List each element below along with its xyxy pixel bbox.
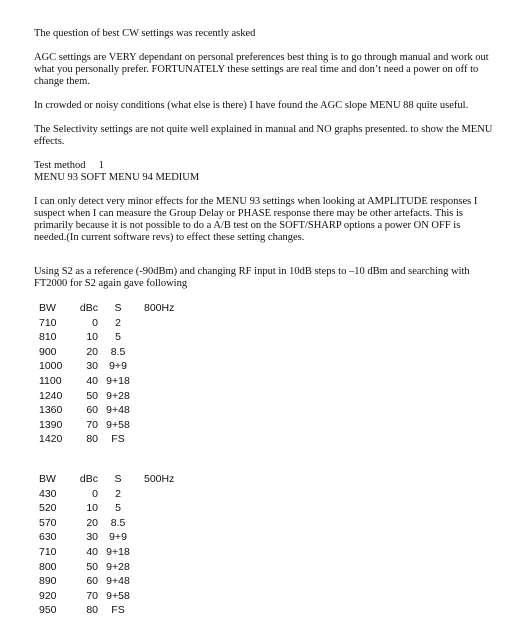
- table-row: [39, 603, 174, 618]
- table-row: [39, 530, 174, 545]
- table-row: [39, 574, 174, 589]
- s-cell: 8.5: [110, 516, 126, 529]
- table-row: [39, 545, 174, 560]
- s-cell: 9+48: [106, 404, 130, 417]
- s-cell: 9+58: [106, 589, 130, 602]
- bw-cell: 520: [39, 502, 57, 515]
- bw-cell: 1240: [39, 389, 63, 402]
- dbc-cell: 20: [86, 345, 98, 358]
- header-bw: BW: [39, 472, 56, 485]
- header-bw: BW: [39, 302, 56, 314]
- table-row: [39, 501, 174, 516]
- dbc-cell: 50: [86, 560, 98, 573]
- s-cell: 9+18: [106, 374, 130, 387]
- header-s: S: [114, 472, 122, 485]
- s-cell: 9+48: [106, 575, 130, 588]
- table-row: [39, 316, 174, 331]
- filter-label: 500Hz: [144, 472, 175, 485]
- table-row: [39, 359, 174, 374]
- s-cell: 9+28: [106, 389, 130, 402]
- table-row: [39, 432, 174, 447]
- dbc-cell: 50: [86, 389, 98, 402]
- table-row: [39, 516, 174, 531]
- bw-cell: 1420: [39, 433, 63, 446]
- table-header-row: [39, 301, 174, 316]
- table-row: [39, 560, 174, 575]
- dbc-cell: 70: [86, 418, 98, 431]
- s-cell: 5: [115, 331, 121, 344]
- bw-cell: 1100: [39, 374, 62, 387]
- s-cell: 9+9: [109, 531, 127, 544]
- header-dbc: dBc: [79, 472, 98, 485]
- bw-cell: 1390: [39, 418, 63, 431]
- dbc-cell: 60: [86, 404, 98, 417]
- header-s: S: [114, 302, 122, 314]
- dbc-cell: 10: [86, 502, 98, 515]
- dbc-cell: 70: [86, 589, 98, 602]
- bw-cell: 570: [39, 516, 57, 529]
- paragraph-agc-slope: In crowded or noisy conditions (what else is there) I have found the AGC slope MENU 88 quite useful.: [34, 100, 469, 111]
- bw-cell: 430: [39, 487, 57, 500]
- table-row: [39, 389, 174, 404]
- table-row: [39, 403, 174, 418]
- paragraph-test-method: Test method 1: [34, 160, 104, 171]
- table-row: [39, 374, 174, 389]
- document-body: [34, 28, 494, 618]
- bw-cell: 630: [39, 531, 57, 544]
- table-row: [39, 589, 174, 604]
- bw-cell: 710: [39, 316, 57, 329]
- table-row: [39, 418, 174, 433]
- dbc-cell: 10: [86, 331, 98, 344]
- paragraph-title: The question of best CW settings was recently asked: [34, 28, 256, 39]
- dbc-cell: 20: [86, 516, 98, 529]
- bw-cell: 800: [39, 560, 57, 573]
- bw-cell: 710: [39, 545, 57, 558]
- paragraph-agc-settings: AGC settings are VERY dependant on personal preferences best thing is to go through manual and work out what you personally prefer. FORTUNATELY these settings are real time and don’t need a power on off to change them.: [34, 52, 489, 87]
- s-cell: 9+58: [106, 418, 130, 431]
- dbc-cell: 30: [86, 531, 98, 544]
- dbc-cell: 0: [92, 487, 98, 500]
- table-row: [39, 330, 174, 345]
- dbc-cell: 60: [86, 575, 98, 588]
- dbc-cell: 0: [92, 316, 98, 329]
- table-header-row: [39, 472, 174, 487]
- bw-cell: 900: [39, 345, 57, 358]
- header-dbc: dBc: [79, 302, 98, 314]
- s-cell: 9+28: [106, 560, 130, 573]
- s-cell: 5: [115, 502, 121, 515]
- s-cell: 9+9: [109, 360, 127, 373]
- s-cell: 2: [115, 487, 121, 500]
- bw-cell: 810: [39, 331, 57, 344]
- dbc-cell: 80: [86, 604, 98, 617]
- s-cell: 8.5: [110, 345, 126, 358]
- results-table-800hz: [39, 301, 494, 447]
- bw-cell: 950: [39, 604, 57, 617]
- paragraph-method-description: Using S2 as a reference (-90dBm) and changing RF input in 10dB steps to –10 dBm and searching with FT2000 for S2 again gave following: [34, 266, 470, 289]
- dbc-cell: 40: [86, 374, 98, 387]
- dbc-cell: 40: [86, 545, 98, 558]
- table-row: [39, 345, 174, 360]
- paragraph-menu-settings: MENU 93 SOFT MENU 94 MEDIUM: [34, 172, 200, 183]
- s-cell: FS: [111, 433, 125, 446]
- s-cell: 9+18: [106, 545, 130, 558]
- dbc-cell: 30: [86, 360, 98, 373]
- bw-cell: 1000: [39, 360, 63, 373]
- dbc-cell: 80: [86, 433, 98, 446]
- bw-cell: 920: [39, 589, 57, 602]
- results-table-500hz: [39, 472, 494, 618]
- s-cell: FS: [111, 604, 125, 617]
- bw-cell: 890: [39, 575, 57, 588]
- paragraph-selectivity: The Selectivity settings are not quite well explained in manual and NO graphs presented. to show the MENU effects.: [34, 124, 493, 147]
- filter-label: 800Hz: [144, 302, 175, 314]
- s-cell: 2: [115, 316, 121, 329]
- bw-cell: 1360: [39, 404, 63, 417]
- table-row: [39, 487, 174, 502]
- paragraph-observations: I can only detect very minor effects for the MENU 93 settings when looking at AMPLITUDE responses I suspect when I can measure the Group Delay or PHASE response there may be other artefacts. This is primarily because it is not possible to do a A/B test on the SOFT/SHARP options a power ON OFF is needed.(In current software revs) to effect these setting changes.: [34, 196, 478, 243]
